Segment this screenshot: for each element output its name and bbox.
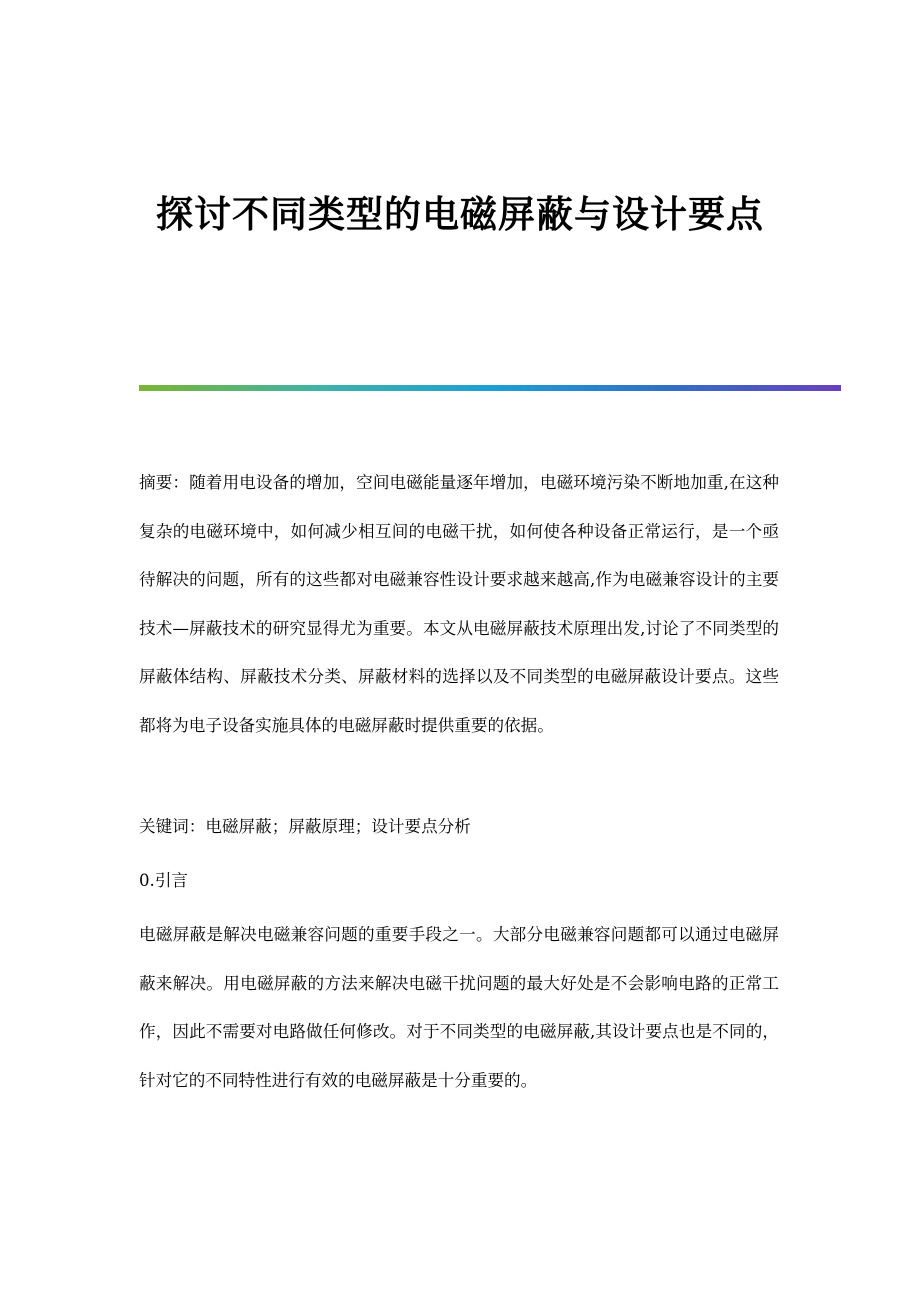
document-title: 探讨不同类型的电磁屏蔽与设计要点	[156, 192, 764, 236]
keywords-line: 关键词：电磁屏蔽；屏蔽原理；设计要点分析	[139, 817, 471, 836]
introduction-paragraph: 电磁屏蔽是解决电磁兼容问题的重要手段之一。大部分电磁兼容问题都可以通过电磁屏蔽来解决。用电磁屏蔽的方法来解决电磁干扰问题的最大好处是不会影响电路的正常工作，因此不需要对电路做任何修改。对于不同类型的电磁屏蔽,其设计要点也是不同的，针对它的不同特性进行有效的电磁屏蔽是十分重要的。	[139, 925, 779, 1090]
title-divider	[139, 385, 841, 391]
section-heading-introduction: 0.引言	[139, 871, 189, 890]
abstract-paragraph: 摘要：随着用电设备的增加，空间电磁能量逐年增加，电磁环境污染不断地加重,在这种复杂的电磁环境中，如何减少相互间的电磁干扰，如何使各种设备正常运行，是一个亟待解决的问题，所有的这些都对电磁兼容性设计要求越来越高,作为电磁兼容设计的主要技术—屏蔽技术的研究显得尤为重要。本文从电磁屏蔽技术原理出发,讨论了不同类型的屏蔽体结构、屏蔽技术分类、屏蔽材料的选择以及不同类型的电磁屏蔽设计要点。这些都将为电子设备实施具体的电磁屏蔽时提供重要的依据。	[139, 473, 779, 735]
